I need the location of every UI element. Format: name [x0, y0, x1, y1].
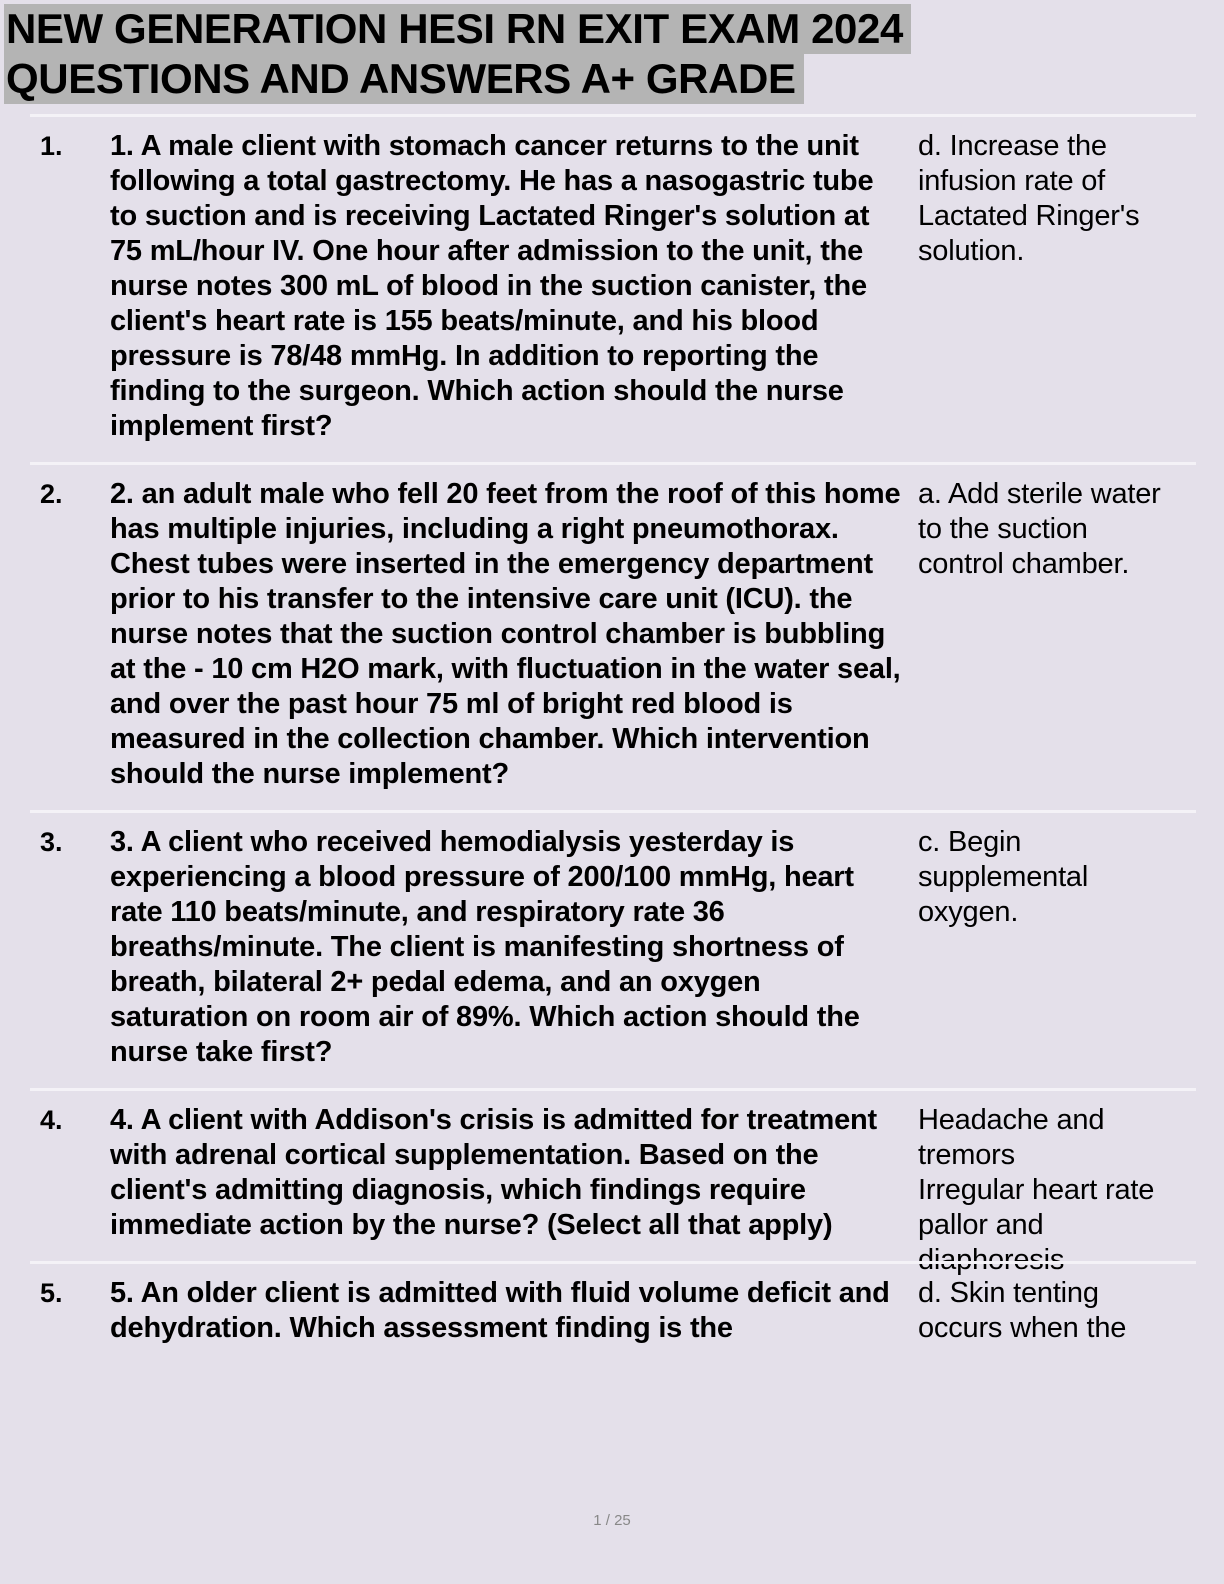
answer-text: c. Begin supplemental oxygen. [918, 826, 1089, 928]
title-line-2: QUESTIONS AND ANSWERS A+ GRADE [4, 54, 804, 104]
question-text: 1. A male client with stomach cancer returns to the unit following a total gastrectomy. He has a nasogastric tube to suction and is receiving Lactated Ringer's solution at 75 mL/hour IV. One hour after admission to the unit, the nurse notes 300 mL of blood in the suction canister, the client's heart rate is 155 beats/minute, and his blood pressure is 78/48 mmHg. In addition to reporting the finding to the surgeon. Which action should the nurse implement first? [110, 130, 874, 442]
question-number: 1. [40, 131, 63, 161]
qa-table [30, 114, 1196, 1364]
question-number: 5. [40, 1278, 63, 1308]
answer-option: Headache and tremors [918, 1104, 1105, 1171]
question-text: 5. An older client is admitted with fluid volume deficit and dehydration. Which assessment finding is the [110, 1277, 890, 1344]
document-title [4, 4, 911, 104]
question-text: 4. A client with Addison's crisis is admitted for treatment with adrenal cortical supplementation. Based on the client's admitting diagnosis, which findings require immediate action by the nurse? (Select all that apply) [110, 1104, 877, 1241]
question-number: 2. [40, 479, 63, 509]
answer-text: d. Increase the infusion rate of Lactated Ringer's solution. [918, 130, 1140, 267]
answer-option: Irregular heart rate [918, 1174, 1155, 1206]
question-text: 3. A client who received hemodialysis yesterday is experiencing a blood pressure of 200/100 mmHg, heart rate 110 beats/minute, and respiratory rate 36 breaths/minute. The client is manifesting shortness of breath, bilateral 2+ pedal edema, and an oxygen saturation on room air of 89%. Which action should the nurse take first? [110, 826, 860, 1068]
qa-row [30, 1261, 1196, 1364]
answer-text: a. Add sterile water to the suction control chamber. [918, 478, 1161, 580]
question-text: 2. an adult male who fell 20 feet from the roof of this home has multiple injuries, including a right pneumothorax. Chest tubes were inserted in the emergency department prior to his transfer to the intensive care unit (ICU). the nurse notes that the suction control chamber is bubbling at the - 10 cm H2O mark, with fluctuation in the water seal, and over the past hour 75 ml of bright red blood is measured in the collection chamber. Which intervention should the nurse implement? [110, 478, 901, 790]
answer-text: d. Skin tenting occurs when the [918, 1277, 1127, 1344]
question-number: 3. [40, 827, 63, 857]
qa-row [30, 462, 1196, 810]
question-number: 4. [40, 1105, 63, 1135]
qa-row [30, 810, 1196, 1088]
qa-row [30, 114, 1196, 462]
answer-option: pallor and diaphoresis [918, 1209, 1065, 1276]
page-indicator: 1 / 25 [593, 1512, 631, 1529]
qa-row [30, 1088, 1196, 1276]
title-line-1: NEW GENERATION HESI RN EXIT EXAM 2024 [4, 4, 911, 54]
answer-list [918, 1103, 1180, 1278]
